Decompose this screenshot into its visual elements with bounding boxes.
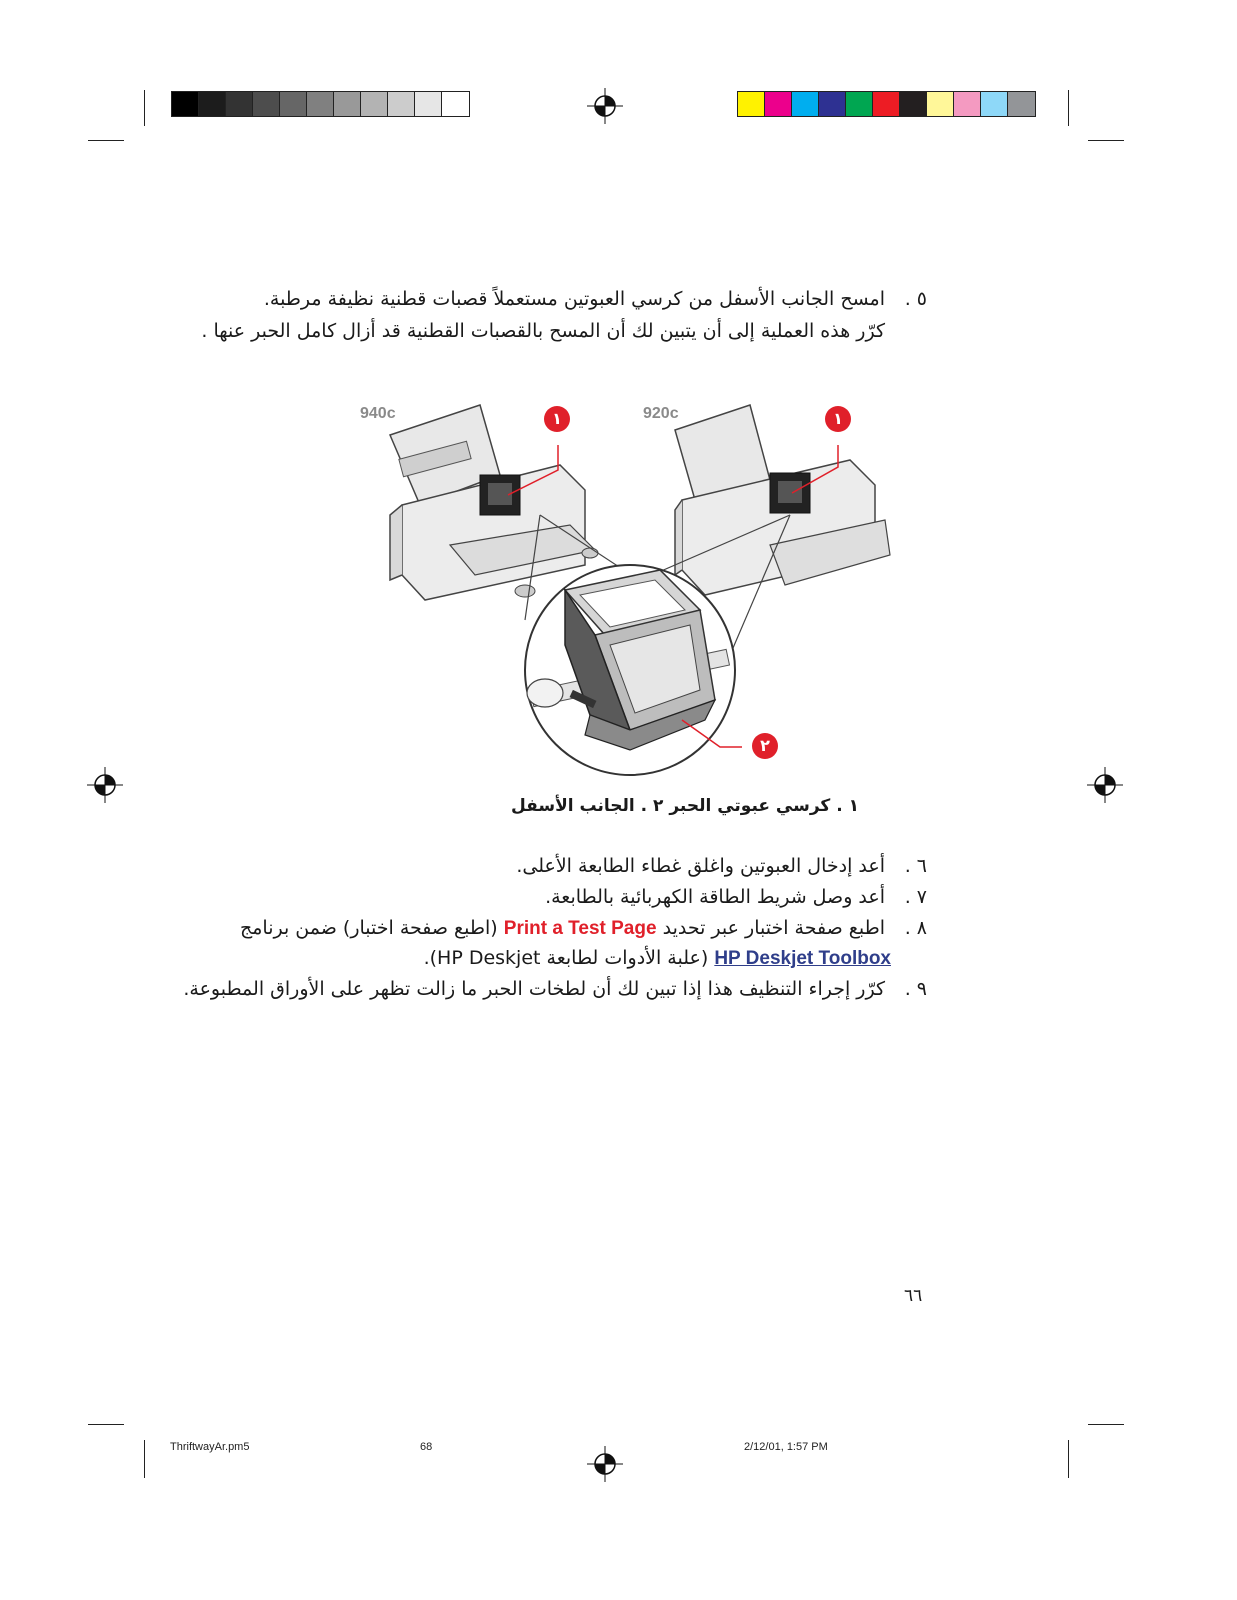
color-swatch bbox=[792, 92, 819, 116]
grayscale-calibration-bar bbox=[171, 91, 470, 117]
crop-mark bbox=[1068, 1440, 1069, 1478]
print-test-page-label: Print a Test Page bbox=[503, 918, 657, 939]
step-text: امسح الجانب الأسفل من كرسي العبوتين مستعملاً قصبات قطنية نظيفة مرطبة. bbox=[263, 288, 885, 310]
color-swatch bbox=[280, 92, 307, 116]
printer-920c-drawing bbox=[675, 405, 890, 595]
step-number: ٩ . bbox=[904, 978, 927, 1000]
crop-mark bbox=[1068, 90, 1069, 126]
callout-number: ١ bbox=[833, 409, 843, 428]
color-swatch bbox=[334, 92, 361, 116]
registration-mark-icon bbox=[87, 767, 123, 803]
callout-number: ١ bbox=[552, 409, 562, 428]
step-5-continued bbox=[201, 317, 885, 345]
step-text: اطبع صفحة اختبار عبر تحديد bbox=[662, 917, 885, 939]
step-9 bbox=[183, 975, 927, 1003]
page-number: ٦٦ bbox=[904, 1286, 923, 1306]
step-7 bbox=[545, 883, 927, 911]
callout-number: ٢ bbox=[760, 736, 770, 755]
color-swatch bbox=[765, 92, 792, 116]
color-swatch bbox=[873, 92, 900, 116]
callout-badge bbox=[752, 733, 778, 759]
figure-caption: ١ . كرسي عبوتي الحبر ٢ . الجانب الأسفل bbox=[510, 796, 859, 816]
crop-mark bbox=[1088, 140, 1124, 141]
footer-page: 68 bbox=[420, 1441, 433, 1453]
footer-filename: ThriftwayAr.pm5 bbox=[170, 1441, 250, 1453]
crop-mark bbox=[88, 140, 124, 141]
crop-mark bbox=[144, 90, 145, 126]
color-swatch bbox=[846, 92, 873, 116]
color-swatch bbox=[1008, 92, 1035, 116]
step-text: كرّر إجراء التنظيف هذا إذا تبين لك أن لطخات الحبر ما زالت تظهر على الأوراق المطبوعة. bbox=[183, 978, 885, 1000]
crop-mark bbox=[1088, 1424, 1124, 1425]
color-swatch bbox=[415, 92, 442, 116]
step-5 bbox=[264, 285, 927, 313]
color-swatch bbox=[388, 92, 415, 116]
color-swatch bbox=[981, 92, 1008, 116]
printer-940c-drawing bbox=[390, 405, 598, 600]
color-swatch bbox=[954, 92, 981, 116]
color-swatch bbox=[226, 92, 253, 116]
color-swatch bbox=[738, 92, 765, 116]
color-swatch bbox=[253, 92, 280, 116]
registration-mark-icon bbox=[587, 88, 623, 124]
color-swatch bbox=[927, 92, 954, 116]
step-text: كرّر هذه العملية إلى أن يتبين لك أن المسح بالقصبات القطنية قد أزال كامل الحبر عنها . bbox=[201, 320, 885, 342]
color-swatch bbox=[199, 92, 226, 116]
printer-illustration bbox=[330, 395, 910, 795]
hp-deskjet-toolbox-link[interactable]: HP Deskjet Toolbox bbox=[714, 948, 891, 969]
crop-mark bbox=[88, 1424, 124, 1425]
step-8 bbox=[240, 914, 927, 943]
footer-datetime: 2/12/01, 1:57 PM bbox=[744, 1441, 828, 1453]
color-swatch bbox=[307, 92, 334, 116]
callout-badge bbox=[825, 406, 851, 432]
step-text: أعد وصل شريط الطاقة الكهربائية بالطابعة. bbox=[545, 886, 885, 908]
crop-mark bbox=[144, 1440, 145, 1478]
step-text: أعد إدخال العبوتين واغلق غطاء الطابعة الأعلى. bbox=[516, 855, 885, 877]
step-number: ٧ . bbox=[904, 886, 927, 908]
registration-mark-icon bbox=[587, 1446, 623, 1482]
step-number: ٦ . bbox=[904, 855, 927, 877]
callout-badge bbox=[544, 406, 570, 432]
step-text: (علبة الأدوات لطابعة HP Deskjet). bbox=[423, 947, 709, 969]
model-label-940c: 940c bbox=[360, 405, 396, 422]
step-number: ٥ . bbox=[904, 288, 927, 310]
registration-mark-icon bbox=[1087, 767, 1123, 803]
step-text: (اطبع صفحة اختبار) ضمن برنامج bbox=[239, 917, 498, 939]
step-number: ٨ . bbox=[904, 917, 927, 939]
color-swatch bbox=[900, 92, 927, 116]
step-6 bbox=[516, 852, 927, 880]
step-8-continued bbox=[424, 944, 891, 973]
color-swatch bbox=[172, 92, 199, 116]
color-swatch bbox=[442, 92, 469, 116]
model-label-920c: 920c bbox=[643, 405, 679, 422]
color-calibration-bar bbox=[737, 91, 1036, 117]
color-swatch bbox=[819, 92, 846, 116]
color-swatch bbox=[361, 92, 388, 116]
